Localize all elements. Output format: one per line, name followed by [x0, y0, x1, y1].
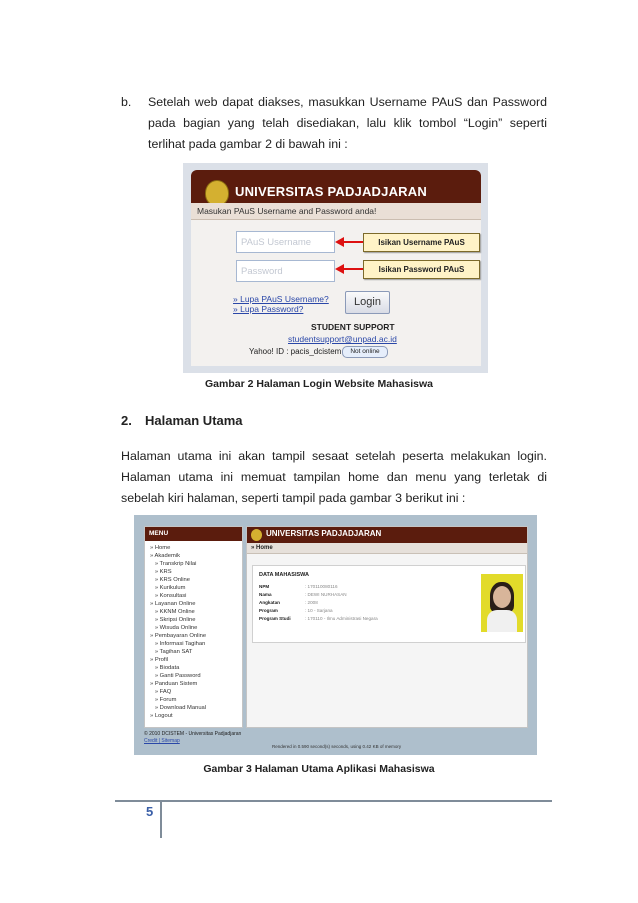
menu-item[interactable]: » KRS Online: [150, 577, 190, 583]
menu-item[interactable]: » Ganti Password: [150, 673, 201, 679]
section2-text: Halaman utama ini akan tampil sesaat setelah peserta melakukan login. Halaman utama ini memuat tampilan home dan menu yang terletak di sebelah kiri halaman, seperti tampil pada gambar 3 berikut ini :: [121, 449, 547, 505]
menu-item[interactable]: » Logout: [150, 713, 173, 719]
field-label: Program: [259, 608, 278, 613]
university-crest-icon: [251, 529, 262, 541]
student-support-email[interactable]: studentsupport@unpad.ac.id: [288, 334, 397, 344]
menu-item[interactable]: » Tagihan SAT: [150, 649, 193, 655]
card-title: DATA MAHASISWA: [259, 572, 310, 578]
forgot-username-link[interactable]: » Lupa PAuS Username?: [233, 294, 329, 304]
university-name: UNIVERSITAS PADJADJARAN: [235, 184, 427, 199]
field-value: : DEWI NURHASAN: [305, 592, 347, 597]
menu-item[interactable]: » Konsultasi: [150, 593, 187, 599]
login-screenshot: [183, 163, 488, 373]
field-value: : 10 - Sarjana: [305, 608, 333, 613]
student-data-card: [252, 565, 526, 643]
menu-item[interactable]: » Wisuda Online: [150, 625, 198, 631]
menu-item[interactable]: » Profil: [150, 657, 169, 663]
menu-item[interactable]: » Skripsi Online: [150, 617, 196, 623]
field-label: Program Studi: [259, 616, 291, 621]
field-value: : 2008: [305, 600, 318, 605]
student-field-row: [259, 600, 318, 605]
section2-number: 2.: [121, 413, 132, 428]
sidebar-menu: [144, 526, 243, 728]
field-label: Nama: [259, 592, 272, 597]
callout-username: Isikan Username PAuS: [363, 233, 480, 252]
main-header: [247, 527, 527, 543]
password-input[interactable]: Password: [236, 260, 335, 282]
menu-list: [145, 541, 242, 720]
menu-item[interactable]: » KRS: [150, 569, 172, 575]
figure3-caption: Gambar 3 Halaman Utama Aplikasi Mahasiswa: [203, 763, 435, 775]
student-support-title: STUDENT SUPPORT: [311, 322, 395, 332]
login-header: [191, 170, 481, 203]
footer-copyright: © 2010 DCISTEM - Universitas Padjadjaran: [144, 731, 242, 737]
render-info: Rendered in 0.590 second(s) seconds, using 0.42 KB of memory: [272, 744, 402, 749]
student-field-row: [259, 584, 338, 589]
forgot-password-link[interactable]: » Lupa Password?: [233, 304, 304, 314]
student-field-row: [259, 592, 347, 597]
username-input[interactable]: PAuS Username: [236, 231, 335, 253]
student-field-row: [259, 608, 333, 613]
menu-item[interactable]: » Pembayaran Online: [150, 633, 207, 639]
page-number: 5: [146, 804, 154, 819]
arrow-username-line: [343, 241, 363, 243]
footer-divider: [160, 800, 162, 838]
menu-item[interactable]: » Akademik: [150, 553, 180, 559]
login-button[interactable]: Login: [345, 291, 390, 314]
menu-item[interactable]: » Kurikulum: [150, 585, 186, 591]
yahoo-id-label: Yahoo! ID : pacis_dcistem: [249, 347, 342, 356]
menu-item[interactable]: » Home: [150, 545, 171, 551]
menu-item[interactable]: » FAQ: [150, 689, 172, 695]
menu-item[interactable]: » Biodata: [150, 665, 180, 671]
callout-password: Isikan Password PAuS: [363, 260, 480, 279]
login-subheader: Masukan PAuS Username and Password anda!: [191, 203, 481, 220]
footer-links[interactable]: Credit | Sitemap: [144, 738, 180, 744]
arrow-password-line: [343, 268, 363, 270]
field-value: : 170110080116: [305, 584, 338, 589]
student-photo: [481, 574, 523, 632]
field-label: NPM: [259, 584, 270, 589]
section-b-marker: b.: [121, 95, 132, 109]
menu-item[interactable]: » Forum: [150, 697, 177, 703]
section-b-text: Setelah web dapat diakses, masukkan Username PAuS dan Password pada bagian yang telah disediakan, lalu klik tombol “Login” seperti terlihat pada gambar 2 di bawah ini :: [148, 95, 547, 151]
menu-title: MENU: [145, 527, 242, 541]
field-label: Angkatan: [259, 600, 280, 605]
menu-item[interactable]: » Transkrip Nilai: [150, 561, 197, 567]
figure2-caption: Gambar 2 Halaman Login Website Mahasiswa: [205, 378, 433, 390]
menu-item[interactable]: » Panduan Sistem: [150, 681, 198, 687]
student-field-row: [259, 616, 378, 621]
main-university-name: UNIVERSITAS PADJADJARAN: [266, 529, 382, 538]
yahoo-status-badge: Not online: [342, 346, 388, 358]
main-page-screenshot: [134, 515, 537, 755]
menu-item[interactable]: » KKNM Online: [150, 609, 195, 615]
breadcrumb[interactable]: » Home: [247, 543, 527, 554]
menu-item[interactable]: » Informasi Tagihan: [150, 641, 206, 647]
menu-item[interactable]: » Layanan Online: [150, 601, 196, 607]
field-value: : 170110 - Ilmu Administrasi Negara: [305, 616, 378, 621]
main-panel: [246, 526, 528, 728]
footer-rule: [115, 800, 552, 802]
section2-heading: Halaman Utama: [145, 413, 243, 428]
menu-item[interactable]: » Download Manual: [150, 705, 207, 711]
